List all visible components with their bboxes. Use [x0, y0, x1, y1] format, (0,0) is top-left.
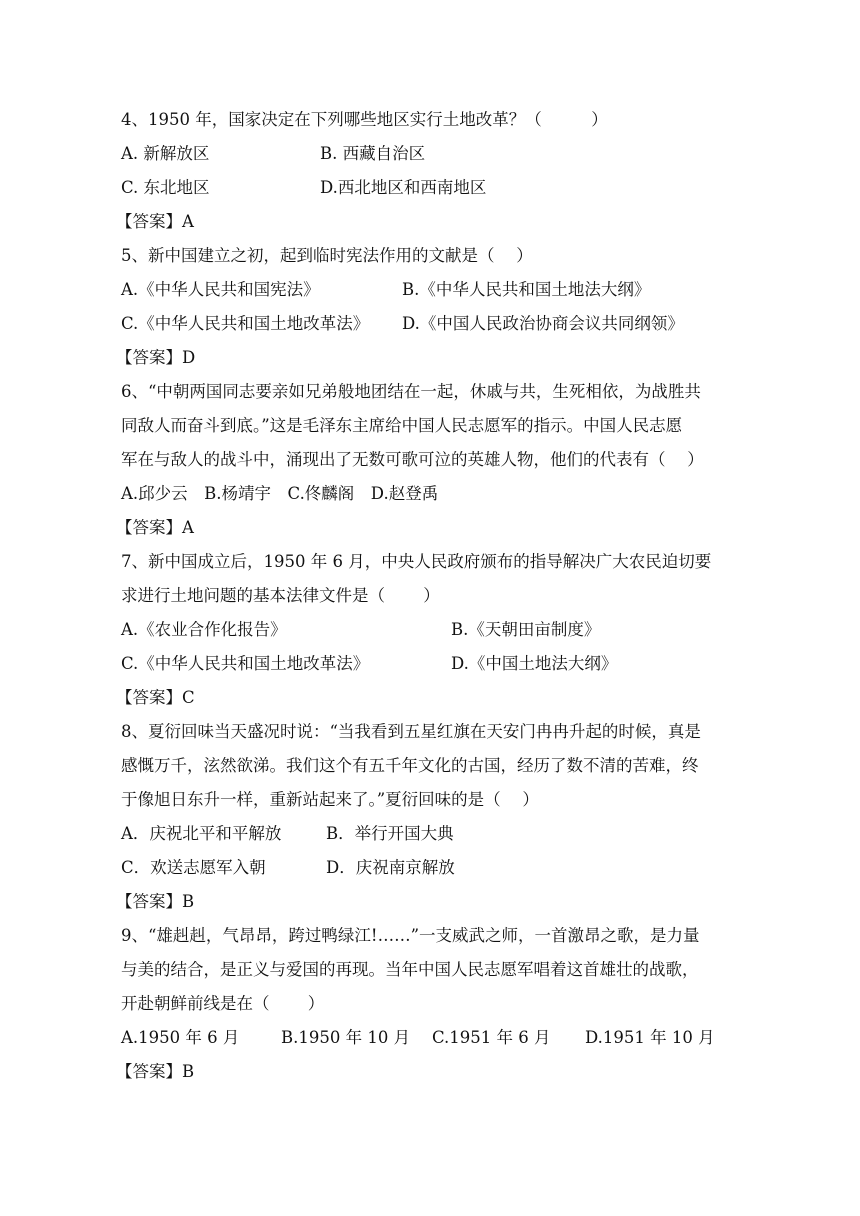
q4-option-d: D.西北地区和西南地区 [320, 178, 487, 197]
q8-stem-line-1: 8、夏衍回味当天盛况时说：“当我看到五星红旗在天安门冉冉升起的时候，真是 [121, 722, 701, 741]
q7-option-c: C.《中华人民共和国土地改革法》 [121, 654, 370, 673]
q5-option-a: A.《中华人民共和国宪法》 [121, 280, 320, 299]
q5-option-d: D.《中国人民政治协商会议共同纲领》 [402, 314, 684, 333]
q4-option-a: A. 新解放区 [121, 144, 210, 163]
q8-stem-line-3: 于像旭日东升一样，重新站起来了。”夏衍回味的是（ ） [121, 790, 539, 809]
q9-option-b: B.1950 年 10 月 [281, 1028, 411, 1047]
q5-option-b: B.《中华人民共和国土地法大纲》 [402, 280, 651, 299]
q7-stem-line-2: 求进行土地问题的基本法律文件是（ ） [121, 586, 440, 605]
q8-option-b: B．举行开国大典 [326, 824, 454, 843]
q6-answer: 【答案】A [116, 518, 194, 537]
q9-option-d: D.1951 年 10 月 [585, 1028, 715, 1047]
q6-options-row-1: A.邱少云 B.杨靖宇 C.佟麟阁 D.赵登禹 [121, 484, 439, 503]
q8-stem-line-2: 感慨万千，泫然欲涕。我们这个有五千年文化的古国，经历了数不清的苦难，终 [121, 756, 699, 775]
q4-answer: 【答案】A [116, 212, 194, 231]
q7-option-a: A.《农业合作化报告》 [121, 620, 287, 639]
q4-option-c: C. 东北地区 [121, 178, 210, 197]
q7-stem-line-1: 7、新中国成立后，1950 年 6 月，中央人民政府颁布的指导解决广大农民迫切要 [121, 552, 712, 571]
q6-stem-line-1: 6、“中朝两国同志要亲如兄弟般地团结在一起，休戚与共，生死相依，为战胜共 [121, 382, 701, 401]
q5-answer: 【答案】D [116, 348, 196, 367]
q7-option-d: D.《中国土地法大纲》 [451, 654, 618, 673]
q6-stem-line-3: 军在与敌人的战斗中，涌现出了无数可歌可泣的英雄人物，他们的代表有（ ） [121, 450, 704, 469]
q9-answer: 【答案】B [116, 1062, 195, 1081]
q9-stem-line-2: 与美的结合，是正义与爱国的再现。当年中国人民志愿军唱着这首雄壮的战歌， [121, 960, 699, 979]
q8-option-a: A．庆祝北平和平解放 [121, 824, 282, 843]
q9-stem-line-3: 开赴朝鲜前线是在（ ） [121, 994, 325, 1013]
q4-stem-line-1: 4、1950 年，国家决定在下列哪些地区实行土地改革？（ ） [121, 110, 608, 129]
q7-answer: 【答案】C [116, 688, 195, 707]
q8-option-c: C．欢送志愿军入朝 [121, 858, 266, 877]
q5-stem-line-1: 5、新中国建立之初，起到临时宪法作用的文献是（ ） [121, 246, 533, 265]
q8-answer: 【答案】B [116, 892, 195, 911]
q6-stem-line-2: 同敌人而奋斗到底。”这是毛泽东主席给中国人民志愿军的指示。中国人民志愿 [121, 416, 683, 435]
q8-option-d: D．庆祝南京解放 [326, 858, 455, 877]
q9-option-a: A.1950 年 6 月 [121, 1028, 240, 1047]
q7-option-b: B.《天朝田亩制度》 [451, 620, 601, 639]
q5-option-c: C.《中华人民共和国土地改革法》 [121, 314, 370, 333]
q4-option-b: B. 西藏自治区 [320, 144, 426, 163]
q9-option-c: C.1951 年 6 月 [432, 1028, 551, 1047]
q9-stem-line-1: 9、“雄赳赳，气昂昂，跨过鸭绿江!……”一支威武之师，一首激昂之歌，是力量 [121, 926, 700, 945]
